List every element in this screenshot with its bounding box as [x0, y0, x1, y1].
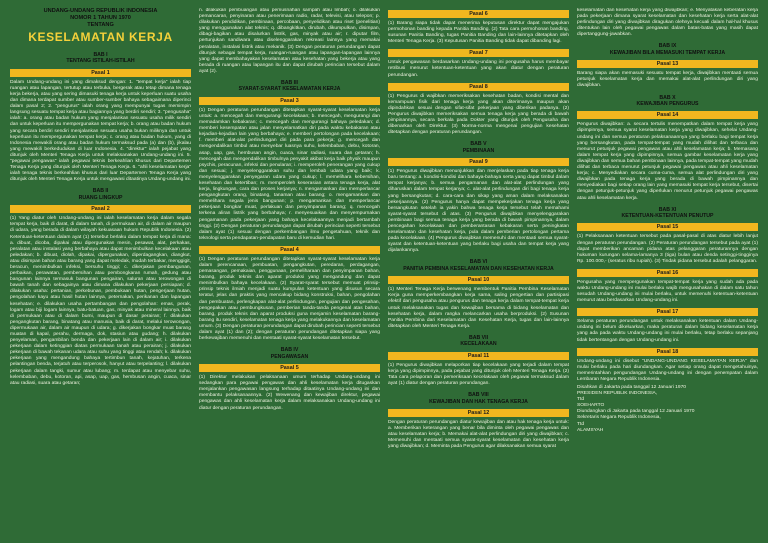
pasal-16-text: Pengusaha yang mempergunakan tempat-tempat kerja yang sudah ada pada waktu Undang-undang ini mulai berlaku wajib mengusahakan di dalam satu tahun sesudah Undang-undang ini mulai berlaku, untuk memenuhi ketentuan-ketentuan menurut atau berdasarkan Undang-undang ini. [577, 279, 758, 304]
pasal-1-banner: Pasal 1 [10, 69, 191, 77]
pasal-1-text: Dalam Undang-undang ini yang dimaksud dengan: 1. "tempat kerja" ialah tiap ruangan atau lapangan, tertutup atau terbuka, bergerak atau tetap dimana tenaga kerja bekerja, atau yang sering dimasuki tenaga kerja untuk keperluan suatu usaha dan dimana terdapat sumber atau sumber-sumber bahaya sebagaimana diperinci dalam pasal 2; 2. "pengurus" ialah orang yang mempunyai tugas memimpin langsung sesuatu tempat kerja atau bagiannya yang berdiri sendiri; 3. "pengusaha" ialah: a. orang atau badan hukum yang menjalankan sesuatu usaha milik sendiri dan untuk keperluan itu mempergunakan tempat kerja; b. orang atau badan hukum yang secara berdiri sendiri menjalankan sesuatu usaha bukan miliknya dan untuk keperluan itu mempergunakan tempat kerja; c. orang atau badan hukum, yang di Indonesia mewakili orang atau badan hukum termaksud pada (a) dan (b), jikalau yang mewakili berkedudukan di luar Indonesia. 4. "direktur" ialah pejabat yang ditunjuk oleh Menteri Tenaga Kerja untuk melaksanakan Undang-undang ini. 5. "pegawai pengawas" ialah pegawai teknis berkeahlian khusus dari Departemen Tenaga Kerja yang ditunjuk oleh Menteri Tenaga Kerja. 6. "ahli keselamatan kerja" ialah tenaga teknis berkeahlian khusus dari luar Departemen Tenaga Kerja yang ditunjuk oleh Menteri Tenaga Kerja untuk mengawasi ditaatinya Undang-undang ini. [10, 79, 191, 183]
bab-8-heading [388, 392, 569, 405]
pasal-2-continued-text: n. dilakukan pembuangan atau pemusnahan sampah atau limbah; o. dilakukan pemancaran, penyinaran atau penerimaan radio, radar, televisi, atau telepon; p. dilakukan pendidikan, pembinaan, percobaan, penyelidikan atau riset (penelitian) yang menggunakan alat teknis; q. dibangkitkan, dirubah, dikumpulkan, disimpan, dibagi-bagikan atau disalurkan listrik, gas, minyak atau air; r. diputar film, pertunjukan sandiwara atau diselenggarakan rekreasi lainnya yang memakai peralatan, instalasi listrik atau mekanik. (3) Dengan peraturan perundangan dapat ditunjuk sebagai tempat kerja, ruangan-ruangan atau lapangan-lapangan lainnya yang dapat membahayakan keselamatan atau kesehatan yang bekerja atau yang berada di ruangan atau lapangan itu dan dapat dirubah perincian tersebut dalam ayat (2). [199, 8, 380, 74]
pasal-10-text: (1) Menteri Tenaga Kerja berwenang membentuk Panitia Pembina Keselamatan Kerja guna memperkembangkan kerja sama, saling pengertian dan partisipasi efektif dari pengusaha atau pengurus dan tenaga kerja dalam tempat-tempat kerja untuk melaksanakan tugas dan kewajiban bersama di bidang keselamatan dan kesehatan kerja, dalam rangka melancarkan usaha berproduksi. (2) Susunan Panitia Pembina dari Keselamatan dan Kesehatan Kerja, tugas dan lain-lainnya ditetapkan oleh Menteri Tenaga Kerja. [388, 287, 569, 329]
bab-10-label: BAB X [659, 94, 676, 101]
document-header [10, 8, 191, 45]
bab-10-title: KEWAJIBAN PENGURUS [636, 100, 699, 107]
pasal-15-text: (1) Pelaksanaan ketentuan tersebut pada pasal-pasal di atas diatur lebih lanjut dengan peraturan perundangan. (2) Peraturan perundangan tersebut pada ayat (1) dapat memberikan ancaman pidana atas pelanggaran peraturannya dengan hukuman kurungan selama-lamanya 3 (tiga) bulan atau denda setinggi-tingginya Rp. 100.000,- (seratus ribu rupiah). (3) Tindak pidana tersebut adalah pelanggaran. [577, 234, 758, 264]
bab-8-title: KEWAJIBAN DAN HAK TENAGA KERJA [429, 398, 528, 405]
signature-line-5: Diundangkan di Jakarta pada tanggal 12 Januari 1970 [577, 409, 695, 415]
pasal-10-banner: Pasal 10 [388, 276, 569, 284]
pasal-17-banner: Pasal 17 [577, 308, 758, 316]
bab-1-title: TENTANG ISTILAH-ISTILAH [66, 58, 135, 65]
bab-8-label: BAB VIII [468, 392, 489, 399]
document-title: KESELAMATAN KERJA [28, 30, 173, 44]
bab-4-title: PENGAWASAN [270, 353, 309, 360]
bab-6-label: BAB VI [469, 259, 488, 266]
bab-2-title: RUANG LINGKUP [78, 194, 123, 201]
signature-line-1: Disahkan di Jakarta pada tanggal 12 Januari 1970 [577, 385, 687, 390]
column-3 [388, 8, 569, 535]
bab-5-heading [388, 141, 569, 154]
pasal-17-text: Selama peraturan perundangan untuk melaksanakan ketentuan dalam Undang-undang ini belum dikeluarkan, maka peraturan dalam bidang keselamatan kerja yang ada pada waktu Undang-undang ini mulai berlaku, tetap berlaku sepanjang tidak bertentangan dengan Undang-undang ini. [577, 319, 758, 343]
signature-block [577, 385, 758, 434]
pasal-18-banner: Pasal 18 [577, 348, 758, 356]
pasal-11-text: (1) Pengurus diwajibkan melaporkan tiap kecelakaan yang terjadi dalam tempat kerja yang dipimpinnya, pada pejabat yang ditunjuk oleh Menteri Tenaga Kerja. (2) Tata cara pelaporan dan pemeriksaan kecelakaan oleh pegawai termaksud dalam ayat (1) diatur dengan peraturan perundangan. [388, 362, 569, 386]
pasal-11-banner: Pasal 11 [388, 352, 569, 360]
signature-line-4: SOEHARTO [577, 403, 605, 409]
bab-1-heading [10, 52, 191, 65]
header-line-2: NOMOR 1 TAHUN 1970 [70, 15, 131, 21]
pasal-18-text: Undang-undang ini disebut "UNDANG-UNDANG KESELAMATAN KERJA" dan mulai berlaku pada hari diundangkan. Agar setiap orang dapat mengetahuinya, memerintahkan pengundangan Undang-undang ini dengan penempatan dalam Lembaran Negara Republik Indonesia. [577, 358, 758, 382]
signature-line-2: PRESIDEN REPUBLIK INDONESIA, [577, 391, 658, 397]
column-1 [10, 8, 191, 535]
pasal-14-banner: Pasal 14 [577, 111, 758, 119]
pasal-13-text: Barang siapa akan memasuki sesuatu tempat kerja, diwajibkan mentaati semua petunjuk keselamatan kerja dan memakai alat-alat perlindungan diri yang diwajibkan. [577, 71, 758, 89]
bab-7-heading [388, 335, 569, 348]
pasal-9-banner: Pasal 9 [388, 158, 569, 166]
pasal-14-text: Pengurus diwajibkan: a. secara tertulis menempatkan dalam tempat kerja yang dipimpinnya, semua syarat keselamatan kerja yang diwajibkan, sehelai Undang-undang ini dan semua peraturan pelaksanaannya yang berlaku bagi tempat kerja yang bersangkutan, pada tempat-tempat yang mudah dilihat dan terbaca dan menurut petunjuk pegawai pengawas atau ahli keselamatan kerja; b. Memasang dalam tempat kerja yang dipimpinnya, semua gambar keselamatan kerja yang diwajibkan dan semua bahan pembinaan lainnya, pada tempat-tempat yang mudah dilihat dan terbaca menurut petunjuk pegawai pengawas atau ahli keselamatan kerja; c. Menyediakan secara cuma-cuma, semua alat perlindungan diri yang diwajibkan pada tenaga kerja yang berada di bawah pimpinannya dan menyediakan bagi setiap orang lain yang memasuki tempat kerja tersebut, disertai dengan petunjuk-petunjuk yang diperlukan menurut petunjuk pegawai pengawas atau ahli keselamatan kerja. [577, 122, 758, 201]
bab-7-title: KECELAKAAN [460, 341, 497, 348]
bab-4-heading [199, 347, 380, 360]
bab-5-title: PEMBINAAN [462, 147, 495, 154]
pasal-2-banner: Pasal 2 [10, 205, 191, 213]
bab-9-heading [577, 43, 758, 56]
header-line-1: UNDANG-UNDANG REPUBLIK INDONESIA [43, 8, 158, 14]
bab-9-title: KEWAJIBAN BILA MEMASUKI TEMPAT KERJA [609, 49, 726, 56]
pasal-13-banner: Pasal 13 [577, 60, 758, 68]
pasal-6-banner: Pasal 6 [388, 10, 569, 18]
pasal-7-banner: Pasal 7 [388, 49, 569, 57]
pasal-4-banner: Pasal 4 [199, 246, 380, 254]
pasal-4-text: (1) Dengan peraturan perundangan ditetapkan syarat-syarat keselamatan kerja dalam perencanaan, pembuatan, pengangkutan, peredaran, perdagangan, pemasangan, pemakaian, penggunaan, pemeliharaan dan penyimpanan bahan, barang, produk teknis dan aparat produksi yang mengandung dan dapat menimbulkan bahaya kecelakaan. (2) Syarat-syarat tersebut memuat prinsip-prinsip teknis ilmiah menjadi suatu kumpulan ketentuan yang disusun secara teratur, jelas dan praktis yang mencakup bidang konstruksi, bahan, pengolahan dan pembuatan, perlengkapan alat-alat perlindungan, pengujian dan pengesahan, pengepakan atau pembungkusan, pemberian tanda-tanda pengenal atas bahan, barang, produk teknis dan aparat produksi guna menjamin keselamatan barang-barang itu sendiri, keselamatan tenaga kerja yang melakukannya dan keselamatan umum. (3) Dengan peraturan perundangan dapat dirubah perincian seperti tersebut dalam ayat (1) dan (2); dengan peraturan perundangan ditetapkan siapa yang berkewajiban memenuhi dan mentaati syarat-syarat keselamatan tersebut. [199, 256, 380, 342]
signature-line-6: Sekretaris Negara Republik Indonesia, [577, 415, 661, 421]
pasal-5-banner: Pasal 5 [199, 364, 380, 372]
bab-3-heading [199, 80, 380, 93]
pasal-12-text: Dengan peraturan perundangan diatur kewajiban dan atau hak tenaga kerja untuk: a. Memberikan keterangan yang benar bila diminta oleh pegawai pengawas dan atau keselamatan kerja; b. Memakai alat-alat perlindungan diri yang diwajibkan; c. Memenuhi dan mentaati semua syarat-syarat keselamatan dan kesehatan kerja yang diwajibkan; d. Meminta pada Pengurus agar dilaksanakan semua syarat [388, 419, 569, 450]
signature-line-8: ALAMSYAH [577, 427, 604, 433]
pasal-2-text: (1) Yang diatur oleh Undang-undang ini ialah keselamatan kerja dalam segala tempat kerja, baik di darat, di dalam tanah, di permukaan air, di dalam air maupun di udara, yang berada di dalam wilayah kekuasaan hukum Republik Indonesia. (2) Ketentuan-ketentuan dalam ayat (1) tersebut berlaku dalam tempat kerja di mana: a. dibuat, dicoba, dipakai atau dipergunakan mesin, pesawat, alat, perkakas, peralatan atau instalasi yang berbahaya atau dapat menimbulkan kecelakaan atau peledakan; b. dibuat, diolah, dipakai, dipergunakan, diperdagangkan, diangkut, atau disimpan bahan atau barang yang dapat meledak, mudah terbakar, menggigit, beracun, menimbulkan infeksi, bersuhu tinggi; c. dikerjakan pembangunan, perbaikan, perawatan, pembersihan atau pembongkaran rumah, gedung atau bangunan lainnya termasuk bangunan pengairan, saluran atau terowongan di bawah tanah dan sebagainya atau dimana dilakukan pekerjaan persiapan; d. dilakukan usaha: pertanian, perkebunan, pembukaan hutan, pengerjaan hutan, pengolahan kayu atau hasil hutan lainnya, peternakan, perikanan dan lapangan kesehatan; e. dilakukan usaha pertambangan dan pengolahan: emas, perak, logam atau biji logam lainnya, batu-batuan, gas, minyak atau mineral lainnya, baik di permukaan atau di dalam bumi, maupun di dasar perairan; f. dilakukan pengangkutan barang, binatang atau manusia, baik di darat, melalui terowongan, dipermukaan air, dalam air maupun di udara; g. dikerjakan bongkar muat barang muatan di kapal, perahu, dermaga, dok, stasiun atau gudang; h. dilakukan penyelaman, pengambilan benda dan pekerjaan lain di dalam air; i. dilakukan pekerjaan dalam ketinggian diatas permukaan tanah atau perairan; j. dilakukan pekerjaan di bawah tekanan udara atau suhu yang tinggi atau rendah; k. dilakukan pekerjaan yang mengandung bahaya tertimbun tanah, kejatuhan, terkena pelantingan benda, terjatuh atau terperosok, hanyut atau terpelanting; l. dilakukan pekerjaan dalam tangki, sumur atau lubang; m. terdapat atau menyebar suhu, kelembaban, debu, kotoran, api, asap, uap, gas, hembusan angin, cuaca, sinar atau radiasi, suara atau getaran; [10, 216, 191, 386]
bab-5-label: BAB V [470, 141, 487, 148]
pasal-3-banner: Pasal 3 [199, 97, 380, 105]
pasal-8-banner: Pasal 8 [388, 83, 569, 91]
pasal-6-text: (1) Barang siapa tidak dapat menerima keputusan direktur dapat mengajukan permohonan banding kepada Panitia Banding. (2) Tata cara permohonan banding, susunan Panitia Banding, tugas Panitia Banding dan lain-lainnya ditetapkan oleh Menteri Tenaga Kerja. (3) Keputusan Panitia Banding tidak dapat dibanding lagi. [388, 21, 569, 45]
pasal-3-text: (1) Dengan peraturan perundangan ditetapkan syarat-syarat keselamatan kerja untuk: a. mencegah dan mengurangi kecelakaan; b. mencegah, mengurangi dan memadamkan kebakaran; c. mencegah dan mengurangi bahaya peledakan; d. memberi kesempatan atau jalan menyelamatkan diri pada waktu kebakaran atau kejadian-kejadian lain yang berbahaya; e. memberi pertolongan pada kecelakaan; f. memberi alat-alat perlindungan diri pada para pekerja; g. mencegah dan mengendalikan timbul atau menyebar luasnya suhu, kelembaban, debu, kotoran, asap, uap, gas, hembusan angin, cuaca, sinar radiasi, suara dan getaran; h. mencegah dan mengendalikan timbulnya penyakit akibat kerja baik physik maupun psychis, peracunan, infeksi dan penularan; i. memperoleh penerangan yang cukup dan sesuai; j. menyelenggarakan suhu dan lembab udara yang baik; k. menyelenggarakan penyegaran udara yang cukup; l. memelihara kebersihan, kesehatan dan ketertiban; m. memperoleh keserasian antara tenaga kerja, alat kerja, lingkungan, cara dan proses kerjanya; n. mengamankan dan memperlancar pengangkutan orang, binatang, tanaman atau barang; o. mengamankan dan memelihara segala jenis bangunan; p. mengamankan dan memperlancar pekerjaan bongkar muat, perlakuan dan penyimpanan barang; q. mencegah terkena aliran listrik yang berbahaya; r. menyesuaikan dan menyempurnakan pengamanan pada pekerjaan yang bahaya kecelakaannya menjadi bertambah tinggi. (2) Dengan peraturan perundangan dapat dirubah perincian seperti tersebut dalam ayat (1) sesuai dengan perkembangan ilmu pengetahuan, teknik dan teknologi serta pendapatan-pendapatan baru di kemudian hari. [199, 107, 380, 241]
bab-2-heading [10, 188, 191, 201]
bab-9-label: BAB IX [658, 43, 677, 50]
bab-6-heading [388, 259, 569, 272]
pasal-9-text: (1) Pengurus diwajibkan menunjukkan dan menjelaskan pada tiap tenaga kerja baru tentang: a. kondisi-kondisi dan bahaya-bahaya serta yang dapat timbul dalam tempat kerjanya; b. semua pengamanan dan alat-alat perlindungan yang diharuskan dalam tempat kerjanya; c. alat-alat perlindungan diri bagi tenaga kerja yang bersangkutan; d. cara-cara dan sikap yang aman dalam melaksanakan pekerjaannya. (2) Pengurus hanya dapat mempekerjakan tenaga kerja yang bersangkutan setelah ia yakin bahwa tenaga kerja tersebut telah memahami syarat-syarat tersebut di atas. (3) Pengurus diwajibkan menyelenggarakan pembinaan bagi semua tenaga kerja yang berada di bawah pimpinannya, dalam pencegahan kecelakaan dan pemberantasan kebakaran serta peningkatan keselamatan dan kesehatan kerja, pula dalam pemberian pertolongan pertama pada kecelakaan. (4) Pengurus diwajibkan memenuhi dan mentaati semua syarat-syarat dan ketentuan-ketentuan yang berlaku bagi usaha dan tempat kerja yang dijalankannya. [388, 169, 569, 254]
bab-11-heading [577, 207, 758, 220]
pasal-5-text: (1) Direktur melakukan pelaksanaan umum terhadap Undang-undang ini sedangkan para pegawai pengawas dan ahli keselamatan kerja ditugaskan menjalankan pengawasan langsung terhadap ditaatinya Undang-undang ini dan membantu pelaksanaannya. (2) Wewenang dan kewajiban direktur, pegawai pengawas dan ahli keselamatan kerja dalam melaksanakan Undang-undang ini diatur dengan peraturan perundangan. [199, 375, 380, 411]
pasal-16-banner: Pasal 16 [577, 269, 758, 277]
bab-4-label: BAB IV [280, 347, 299, 354]
column-4 [577, 8, 758, 535]
bab-10-heading [577, 95, 758, 108]
bab-1-label: BAB I [93, 52, 108, 58]
bab-3-title: SYARAT-SYARAT KESELAMATAN KERJA [238, 86, 341, 93]
bab-3-label: BAB III [280, 80, 298, 87]
bab-7-label: BAB VII [468, 334, 489, 341]
pasal-12-continued-text: keselamatan dan kesehatan kerja yang diwajibkan; e. Menyatakan keberatan kerja pada pekerjaan dimana syarat keselamatan dan kesehatan kerja serta alat-alat perlindungan diri yang diwajibkan diragukan olehnya kecuali dalam hal-hal khusus ditentukan lain oleh pegawai pengawas dalam batas-batas yang masih dapat dipertanggung-jawabkan. [577, 8, 758, 38]
pasal-8-text: (1) Pengurus di wajibkan memeriksakan kesehatan badan, kondisi mental dan kemampuan fisik dari tenaga kerja yang akan diterimanya maupun akan dipindahkan sesuai dengan sifat-sifat pekerjaan yang diberikan padanya. (2) Pengurus diwajibkan memeriksakan semua tenaga kerja yang berada di bawah pimpinannya, secara berkala pada Dokter yang ditunjuk oleh Pengusaha dan dibenarkan oleh Direktur. (3) Norma-norma mengenai pengujian kesehatan ditetapkan dengan peraturan perundangan. [388, 93, 569, 136]
pasal-12-banner: Pasal 12 [388, 409, 569, 417]
pasal-7-text: Untuk pengawasan berdasarkan Undang-undang ini pengusaha harus membayar retribusi menurut ketentuan-ketentuan yang akan diatur dengan peraturan perundangan. [388, 60, 569, 78]
column-2 [199, 8, 380, 535]
bab-6-title: PANITIA PEMBINA KESELAMATAN DAN KESEHATAN KERJA [403, 265, 554, 272]
pasal-15-banner: Pasal 15 [577, 223, 758, 231]
bab-11-label: BAB XI [658, 206, 677, 213]
header-line-3: TENTANG [87, 22, 114, 28]
signature-line-7: Ttd [577, 421, 585, 427]
bab-2-label: BAB II [92, 188, 109, 195]
bab-11-title: KETENTUAN-KETENTUAN PENUTUP [621, 213, 714, 219]
signature-line-3: Ttd [577, 397, 585, 403]
